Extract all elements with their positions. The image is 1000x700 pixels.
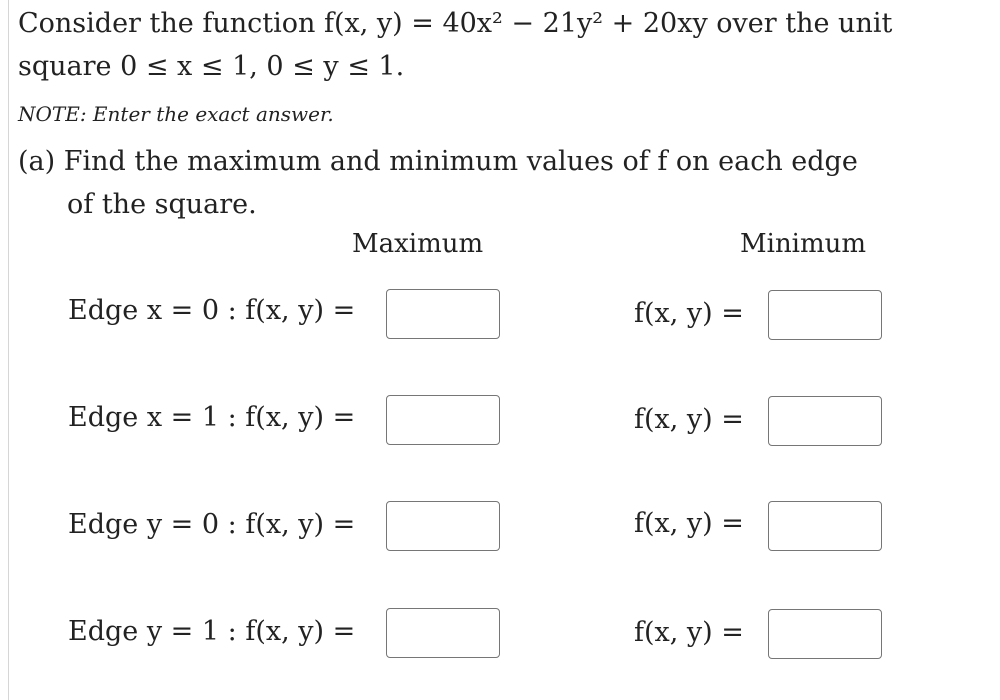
edge-y0-max-input[interactable] [386, 501, 500, 551]
part-a-question [18, 140, 918, 226]
edge-x0-max-input[interactable] [386, 289, 500, 339]
edge-x0-min-input[interactable] [768, 290, 882, 340]
edge-x0-min-label: f(x, y) = [634, 298, 744, 329]
problem-statement [18, 2, 978, 88]
note-text: NOTE: Enter the exact answer. [18, 102, 334, 126]
edge-x1-min-label: f(x, y) = [634, 404, 744, 435]
edge-y0-min-label: f(x, y) = [634, 508, 744, 539]
edge-y0-label: Edge y = 0 : f(x, y) = [68, 509, 356, 540]
maximum-column-header: Maximum [352, 229, 484, 259]
part-a-line-2: of the square. [67, 189, 257, 220]
minimum-column-header: Minimum [740, 229, 867, 259]
problem-line-2: square 0 ≤ x ≤ 1, 0 ≤ y ≤ 1. [18, 51, 405, 82]
edge-x1-label: Edge x = 1 : f(x, y) = [68, 402, 356, 433]
edge-x1-min-input[interactable] [768, 396, 882, 446]
problem-line-1: Consider the function f(x, y) = 40x² − 21y² + 20xy over the unit [18, 8, 893, 39]
edge-y0-min-input[interactable] [768, 501, 882, 551]
edge-x0-label: Edge x = 0 : f(x, y) = [68, 295, 356, 326]
edge-x1-max-input[interactable] [386, 395, 500, 445]
left-border-rule [8, 0, 9, 700]
edge-y1-label: Edge y = 1 : f(x, y) = [68, 616, 356, 647]
edge-y1-max-input[interactable] [386, 608, 500, 658]
edge-y1-min-input[interactable] [768, 609, 882, 659]
part-a-line-1: (a) Find the maximum and minimum values of f on each edge [18, 146, 858, 177]
edge-y1-min-label: f(x, y) = [634, 617, 744, 648]
